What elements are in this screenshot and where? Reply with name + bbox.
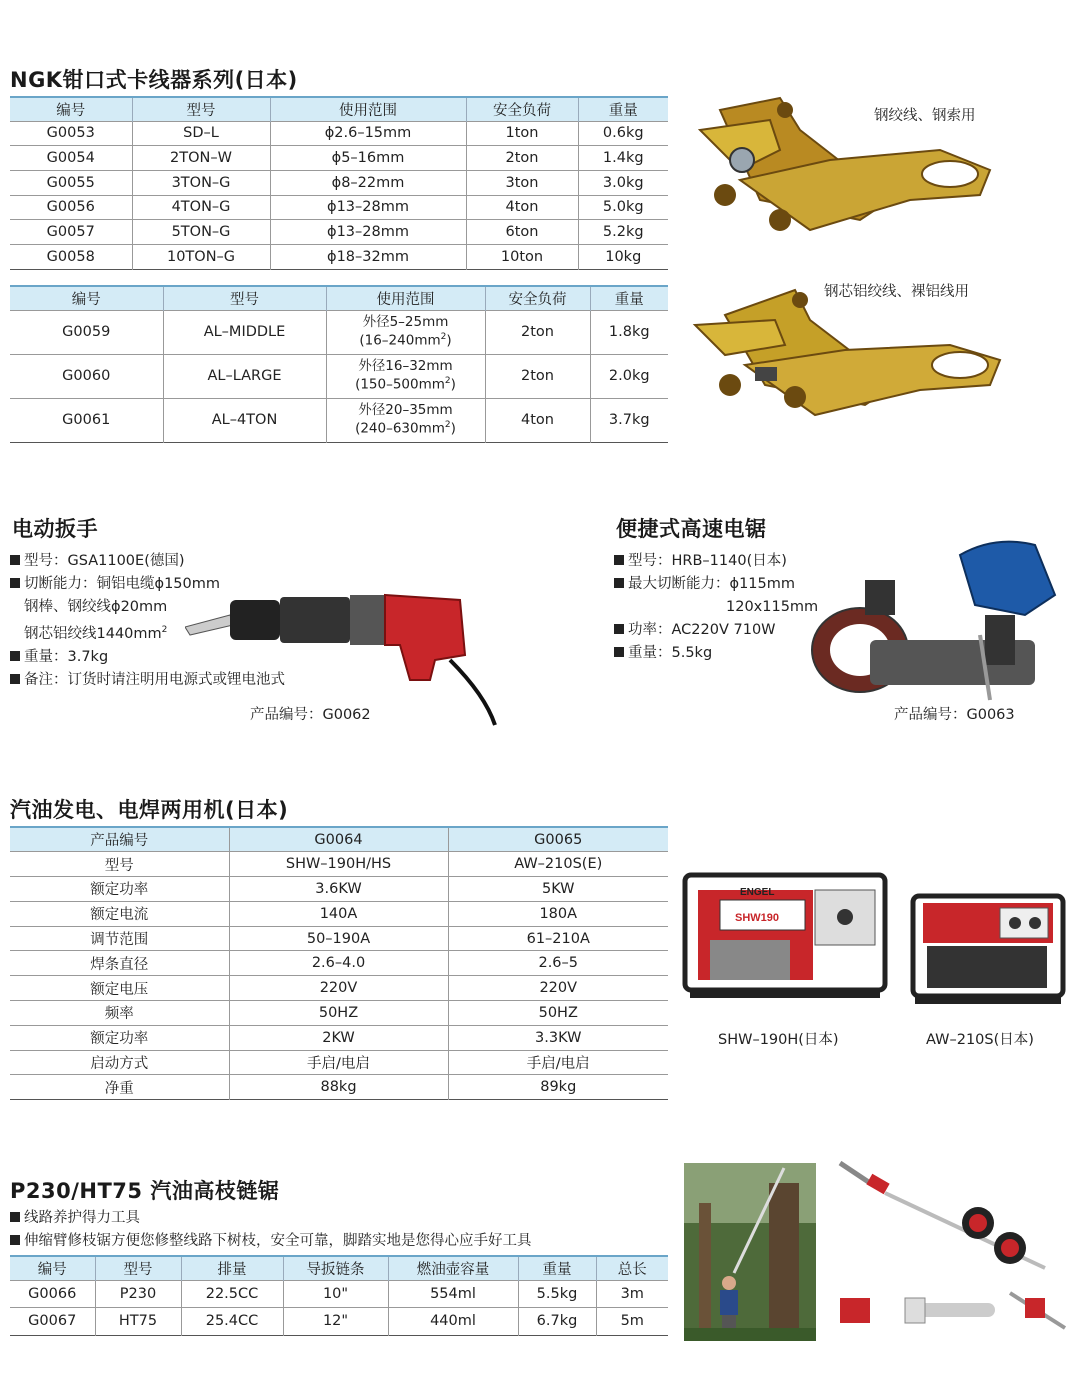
spec-line: 伸缩臂修枝锯方便您修整线路下树枝，安全可靠，脚踏实地是您得心应手好工具 — [10, 1230, 532, 1253]
table-cell: 2.6–4.0 — [229, 951, 448, 976]
bandsaw-product-code: 产品编号：G0063 — [894, 707, 1015, 723]
table-row — [10, 1308, 668, 1336]
table-cell: 调节范围 — [10, 926, 229, 951]
section-title-bandsaw: 便捷式高速电锯 — [616, 517, 767, 541]
table-row — [10, 170, 668, 195]
table-cell: ϕ8–22mm — [270, 170, 466, 195]
table-cell-range — [326, 398, 485, 442]
table-row — [10, 310, 668, 354]
table-cell: 3.6KW — [229, 877, 448, 902]
spec-line: 切断能力：铜铝电缆ϕ150mm — [10, 573, 285, 596]
table-cell: 1.4kg — [578, 146, 668, 171]
pole-saw-product-image — [830, 1158, 1070, 1343]
spec-line: 型号：HRB–1140(日本) — [614, 550, 818, 573]
table-cell: 554ml — [388, 1280, 518, 1308]
col-header: 编号 — [10, 1256, 95, 1280]
col-header: 使用范围 — [270, 97, 466, 121]
range-line: 外径20–35mm — [358, 402, 453, 419]
table-header-row — [10, 1256, 668, 1280]
table-cell: ϕ13–28mm — [270, 195, 466, 220]
portable-bandsaw-image — [810, 535, 1065, 705]
table-cell: 0.6kg — [578, 121, 668, 146]
table-cell: P230 — [95, 1280, 181, 1308]
table-cell: 5.0kg — [578, 195, 668, 220]
table-cell: 2.6–5 — [448, 951, 668, 976]
table-row — [10, 926, 668, 951]
table-row — [10, 951, 668, 976]
table-row — [10, 976, 668, 1001]
table-cell-range — [326, 310, 485, 354]
table-cell: 手启/电启 — [229, 1050, 448, 1075]
section-title-wrench: 电动扳手 — [12, 517, 98, 541]
table-cell: G0067 — [10, 1308, 95, 1336]
table-cell: 3.3KW — [448, 1025, 668, 1050]
generator-spec-table — [10, 826, 668, 1100]
table-cell: 25.4CC — [181, 1308, 283, 1336]
table-cell: 2ton — [466, 146, 578, 171]
table-row — [10, 827, 668, 852]
generator-shw190-image — [680, 865, 890, 1010]
range-line: 外径16–32mm — [358, 358, 453, 375]
table-cell: 440ml — [388, 1308, 518, 1336]
range-line: $(240-630mm^2)$ — [355, 420, 456, 437]
table-cell: 频率 — [10, 1001, 229, 1026]
table-cell: 89kg — [448, 1075, 668, 1100]
table-cell: 5.5kg — [518, 1280, 596, 1308]
table-cell: 50HZ — [448, 1001, 668, 1026]
section-title-ngk: NGK钳口式卡线器系列(日本) — [10, 68, 298, 92]
table-cell: G0054 — [10, 146, 132, 171]
table-cell-range — [326, 354, 485, 398]
range-area: (150–500mm — [355, 376, 445, 393]
generator-model-badge: SHW190 — [735, 912, 780, 924]
table-cell: 启动方式 — [10, 1050, 229, 1075]
table-row — [10, 220, 668, 245]
spec-line: 120x115mm — [726, 599, 819, 615]
table-cell: ϕ13–28mm — [270, 220, 466, 245]
table-cell: G0053 — [10, 121, 132, 146]
table-cell: 3.0kg — [578, 170, 668, 195]
table-cell: G0059 — [10, 310, 163, 354]
bandsaw-spec-list — [614, 550, 818, 665]
table-cell: 220V — [448, 976, 668, 1001]
table-cell: 50–190A — [229, 926, 448, 951]
table-cell: G0057 — [10, 220, 132, 245]
table-row — [10, 121, 668, 146]
table-cell: 12" — [283, 1308, 388, 1336]
spec-line: 重量：5.5kg — [614, 642, 818, 665]
col-header: 总长 — [596, 1256, 668, 1280]
table-cell: G0058 — [10, 244, 132, 269]
table-row — [10, 195, 668, 220]
table-cell: 140A — [229, 901, 448, 926]
table-cell: 2ton — [485, 310, 590, 354]
table-cell: 额定功率 — [10, 1025, 229, 1050]
table-cell: 额定功率 — [10, 877, 229, 902]
col-header: 重量 — [590, 286, 668, 310]
table-row — [10, 901, 668, 926]
col-header: 编号 — [10, 97, 132, 121]
col-header: 重量 — [518, 1256, 596, 1280]
table-cell: 额定电压 — [10, 976, 229, 1001]
table-cell: 2TON–W — [132, 146, 270, 171]
table-cell: 220V — [229, 976, 448, 1001]
table-cell: G0064 — [229, 827, 448, 852]
table-row — [10, 877, 668, 902]
table-row — [10, 398, 668, 442]
clamp-caption-2: 钢芯铝绞线、裸铝线用 — [824, 284, 969, 300]
table-cell: G0055 — [10, 170, 132, 195]
table-cell: 5.2kg — [578, 220, 668, 245]
table-cell: 10" — [283, 1280, 388, 1308]
table-cell: SHW–190H/HS — [229, 852, 448, 877]
table-cell: 22.5CC — [181, 1280, 283, 1308]
table-cell: ϕ5–16mm — [270, 146, 466, 171]
table-row — [10, 1001, 668, 1026]
table-row — [10, 852, 668, 877]
table-cell: G0056 — [10, 195, 132, 220]
col-header: 型号 — [95, 1256, 181, 1280]
table-cell: 2ton — [485, 354, 590, 398]
range-area: (16–240mm — [359, 332, 441, 349]
table-row — [10, 1050, 668, 1075]
table-cell: G0060 — [10, 354, 163, 398]
table-row — [10, 244, 668, 269]
table-cell: 50HZ — [229, 1001, 448, 1026]
pole-saw-table — [10, 1255, 668, 1336]
col-header: 重量 — [578, 97, 668, 121]
table-header-row — [10, 97, 668, 121]
table-cell: 4ton — [466, 195, 578, 220]
table-cell: 61–210A — [448, 926, 668, 951]
generator-caption-2: AW–210S(日本) — [926, 1032, 1034, 1048]
col-header: 安全负荷 — [466, 97, 578, 121]
table-cell: 180A — [448, 901, 668, 926]
range-line: $(16-240mm^2)$ — [359, 332, 452, 349]
table-cell: ϕ18–32mm — [270, 244, 466, 269]
col-header: 安全负荷 — [485, 286, 590, 310]
table-cell: 产品编号 — [10, 827, 229, 852]
table-row — [10, 1280, 668, 1308]
table-cell: AL–MIDDLE — [163, 310, 326, 354]
spec-line: 最大切断能力：ϕ115mm — [614, 573, 818, 596]
spec-line: 重量：3.7kg — [10, 646, 285, 669]
table-cell: 10TON–G — [132, 244, 270, 269]
spec-line: 备注：订货时请注明用电源式或锂电池式 — [10, 669, 285, 692]
section-title-pole-saw: P230/HT75 汽油高枝链锯 — [10, 1179, 280, 1203]
table-cell: 5m — [596, 1308, 668, 1336]
table-cell: 5TON–G — [132, 220, 270, 245]
table-cell: 5KW — [448, 877, 668, 902]
col-header: 型号 — [132, 97, 270, 121]
table-cell: 6.7kg — [518, 1308, 596, 1336]
spec-line: 钢棒、钢绞线ϕ20mm — [24, 599, 168, 615]
range-line: 外径5–25mm — [362, 314, 449, 331]
table-cell: 1ton — [466, 121, 578, 146]
ngk-table-1 — [10, 96, 668, 270]
table-row — [10, 146, 668, 171]
table-row — [10, 1025, 668, 1050]
ngk-table-2 — [10, 285, 668, 443]
table-cell: 1.8kg — [590, 310, 668, 354]
clamp-caption-1: 钢绞线、钢索用 — [874, 108, 976, 124]
col-header: 使用范围 — [326, 286, 485, 310]
pole-saw-forest-photo — [684, 1163, 816, 1341]
table-cell: 型号 — [10, 852, 229, 877]
spec-line: 型号：GSA1100E(德国) — [10, 550, 285, 573]
table-cell: 净重 — [10, 1075, 229, 1100]
table-cell: AW–210S(E) — [448, 852, 668, 877]
spec-line: 线路养护得力工具 — [10, 1207, 532, 1230]
table-cell: G0061 — [10, 398, 163, 442]
table-cell: AL–LARGE — [163, 354, 326, 398]
table-cell: AL–4TON — [163, 398, 326, 442]
pole-saw-description — [10, 1207, 532, 1253]
table-cell: G0066 — [10, 1280, 95, 1308]
wrench-product-code: 产品编号：G0062 — [250, 707, 371, 723]
col-header: 编号 — [10, 286, 163, 310]
table-cell: 2.0kg — [590, 354, 668, 398]
wire-grip-clamp-image-2 — [685, 285, 1005, 425]
table-cell: ϕ2.6–15mm — [270, 121, 466, 146]
table-cell: G0065 — [448, 827, 668, 852]
section-title-generator: 汽油发电、电焊两用机(日本) — [10, 798, 289, 822]
table-cell: 3m — [596, 1280, 668, 1308]
range-area: (240–630mm — [355, 420, 445, 437]
generator-caption-1: SHW–190H(日本) — [718, 1032, 839, 1048]
table-cell: 2KW — [229, 1025, 448, 1050]
table-header-row — [10, 286, 668, 310]
col-header: 型号 — [163, 286, 326, 310]
table-cell: SD–L — [132, 121, 270, 146]
table-cell: 3TON–G — [132, 170, 270, 195]
col-header: 排量 — [181, 1256, 283, 1280]
table-cell: 3.7kg — [590, 398, 668, 442]
table-cell: HT75 — [95, 1308, 181, 1336]
table-cell: 6ton — [466, 220, 578, 245]
spec-line: 钢芯铝绞线$1440mm^2$ — [24, 625, 168, 642]
generator-brand-label: ENGEL — [740, 887, 775, 898]
table-row — [10, 1075, 668, 1100]
table-cell: 4ton — [485, 398, 590, 442]
table-cell: 10kg — [578, 244, 668, 269]
table-cell: 4TON–G — [132, 195, 270, 220]
table-cell: 88kg — [229, 1075, 448, 1100]
table-cell: 手启/电启 — [448, 1050, 668, 1075]
table-cell: 3ton — [466, 170, 578, 195]
table-cell: 焊条直径 — [10, 951, 229, 976]
generator-aw210s-image — [905, 888, 1070, 1023]
table-cell: 10ton — [466, 244, 578, 269]
spec-line: 功率：AC220V 710W — [614, 619, 818, 642]
table-cell: 额定电流 — [10, 901, 229, 926]
table-row — [10, 354, 668, 398]
col-header: 燃油壶容量 — [388, 1256, 518, 1280]
col-header: 导扳链条 — [283, 1256, 388, 1280]
range-line: $(150-500mm^2)$ — [355, 376, 456, 393]
